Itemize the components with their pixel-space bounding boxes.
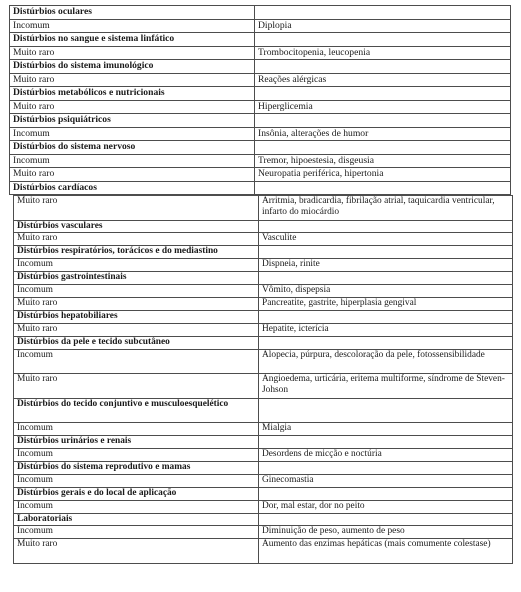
section-header-row	[14, 513, 513, 526]
table-row	[14, 285, 513, 298]
frequency-cell: Incomum	[10, 154, 255, 168]
section-header: Distúrbios gerais e do local de aplicação	[14, 487, 259, 500]
adverse-effect-cell: Hiperglicemia	[255, 100, 511, 114]
adverse-effect-cell: Alopecia, púrpura, descoloração da pele, fotossensibilidade	[259, 349, 513, 374]
section-header: Distúrbios do sistema nervoso	[10, 141, 255, 155]
adverse-effects-table-part-1	[9, 5, 511, 195]
adverse-effect-cell: Vasculite	[259, 233, 513, 246]
table-row	[10, 46, 511, 60]
section-header-row	[10, 114, 511, 128]
table-row	[14, 500, 513, 513]
table-row	[10, 19, 511, 33]
adverse-effect-cell: Pancreatite, gastrite, hiperplasia gengival	[259, 297, 513, 310]
table-row	[14, 449, 513, 462]
section-header: Distúrbios metabólicos e nutricionais	[10, 87, 255, 101]
adverse-effect-cell: Reações alérgicas	[255, 73, 511, 87]
frequency-cell: Incomum	[14, 449, 259, 462]
adverse-effect-cell: Hepatite, icterícia	[259, 323, 513, 336]
section-header: Distúrbios do tecido conjuntivo e musculoesquelético	[14, 398, 259, 423]
adverse-effect-cell: Aumento das enzimas hepáticas (mais comumente colestase)	[259, 539, 513, 564]
frequency-cell: Incomum	[10, 19, 255, 33]
frequency-cell: Incomum	[10, 127, 255, 141]
section-header-row	[10, 6, 511, 20]
section-header-row	[14, 461, 513, 474]
section-header-row	[14, 310, 513, 323]
frequency-cell: Incomum	[14, 259, 259, 272]
table-row	[14, 323, 513, 336]
section-header-row	[14, 246, 513, 259]
frequency-cell: Muito raro	[14, 233, 259, 246]
section-header-empty-cell	[255, 6, 511, 20]
section-header-empty-cell	[259, 246, 513, 259]
section-header-row	[14, 398, 513, 423]
section-header-row	[10, 33, 511, 47]
section-header: Distúrbios vasculares	[14, 220, 259, 233]
section-header-row	[14, 487, 513, 500]
section-header-empty-cell	[259, 272, 513, 285]
section-header-empty-cell	[259, 398, 513, 423]
section-header: Distúrbios cardíacos	[10, 181, 255, 195]
section-header-empty-cell	[255, 114, 511, 128]
frequency-cell: Incomum	[14, 349, 259, 374]
table-row	[14, 526, 513, 539]
section-header: Distúrbios da pele e tecido subcutâneo	[14, 336, 259, 349]
frequency-cell: Incomum	[14, 423, 259, 436]
table-row	[10, 73, 511, 87]
section-header-row	[14, 336, 513, 349]
table-row	[14, 196, 513, 221]
table-row	[14, 374, 513, 399]
frequency-cell: Muito raro	[10, 100, 255, 114]
section-header-empty-cell	[255, 181, 511, 195]
table-row	[14, 474, 513, 487]
section-header-row	[10, 181, 511, 195]
section-header-empty-cell	[255, 60, 511, 74]
adverse-effect-cell: Desordens de micção e noctúria	[259, 449, 513, 462]
table-row	[14, 259, 513, 272]
frequency-cell: Muito raro	[10, 168, 255, 182]
section-header-empty-cell	[255, 87, 511, 101]
table-row	[14, 539, 513, 564]
section-header-empty-cell	[259, 513, 513, 526]
frequency-cell: Incomum	[14, 474, 259, 487]
adverse-effect-cell: Ginecomastia	[259, 474, 513, 487]
adverse-effect-cell: Insônia, alterações de humor	[255, 127, 511, 141]
table-row	[10, 100, 511, 114]
section-header-row	[14, 436, 513, 449]
frequency-cell: Incomum	[14, 526, 259, 539]
section-header: Distúrbios no sangue e sistema linfático	[10, 33, 255, 47]
section-header-empty-cell	[259, 461, 513, 474]
table-row	[14, 297, 513, 310]
adverse-effect-cell: Vômito, dispepsia	[259, 285, 513, 298]
section-header-row	[10, 87, 511, 101]
frequency-cell: Muito raro	[10, 73, 255, 87]
section-header-row	[10, 141, 511, 155]
adverse-effect-cell: Dispneia, rinite	[259, 259, 513, 272]
table-row	[14, 423, 513, 436]
frequency-cell: Incomum	[14, 500, 259, 513]
section-header-empty-cell	[255, 141, 511, 155]
section-header: Distúrbios do sistema reprodutivo e mamas	[14, 461, 259, 474]
section-header: Distúrbios gastrointestinais	[14, 272, 259, 285]
section-header-empty-cell	[259, 336, 513, 349]
adverse-effect-cell: Trombocitopenia, leucopenia	[255, 46, 511, 60]
section-header: Distúrbios urinários e renais	[14, 436, 259, 449]
section-header-empty-cell	[259, 436, 513, 449]
section-header: Distúrbios do sistema imunológico	[10, 60, 255, 74]
frequency-cell: Muito raro	[14, 297, 259, 310]
section-header: Distúrbios oculares	[10, 6, 255, 20]
adverse-effect-cell: Angioedema, urticária, eritema multiforme, síndrome de Steven-Johson	[259, 374, 513, 399]
section-header-empty-cell	[259, 310, 513, 323]
adverse-effect-cell: Arritmia, bradicardia, fibrilação atrial, taquicardia ventricular, infarto do miocárdio	[259, 196, 513, 221]
frequency-cell: Muito raro	[10, 46, 255, 60]
section-header-empty-cell	[255, 33, 511, 47]
frequency-cell: Incomum	[14, 285, 259, 298]
frequency-cell: Muito raro	[14, 374, 259, 399]
section-header: Distúrbios hepatobiliares	[14, 310, 259, 323]
section-header: Distúrbios respiratórios, torácicos e do mediastino	[14, 246, 259, 259]
adverse-effect-cell: Neuropatia periférica, hipertonia	[255, 168, 511, 182]
adverse-effects-table-part-2	[13, 195, 513, 564]
adverse-effect-cell: Tremor, hipoestesia, disgeusia	[255, 154, 511, 168]
section-header-row	[14, 272, 513, 285]
table-row	[10, 168, 511, 182]
table-row	[10, 127, 511, 141]
section-header-row	[14, 220, 513, 233]
section-header-row	[10, 60, 511, 74]
frequency-cell: Muito raro	[14, 323, 259, 336]
adverse-effect-cell: Diminuição de peso, aumento de peso	[259, 526, 513, 539]
frequency-cell: Muito raro	[14, 196, 259, 221]
table-row	[10, 154, 511, 168]
section-header: Distúrbios psiquiátricos	[10, 114, 255, 128]
table-row	[14, 349, 513, 374]
adverse-effect-cell: Dor, mal estar, dor no peito	[259, 500, 513, 513]
table-row	[14, 233, 513, 246]
adverse-effect-cell: Mialgia	[259, 423, 513, 436]
adverse-effect-cell: Diplopia	[255, 19, 511, 33]
section-header: Laboratoriais	[14, 513, 259, 526]
section-header-empty-cell	[259, 487, 513, 500]
frequency-cell: Muito raro	[14, 539, 259, 564]
section-header-empty-cell	[259, 220, 513, 233]
